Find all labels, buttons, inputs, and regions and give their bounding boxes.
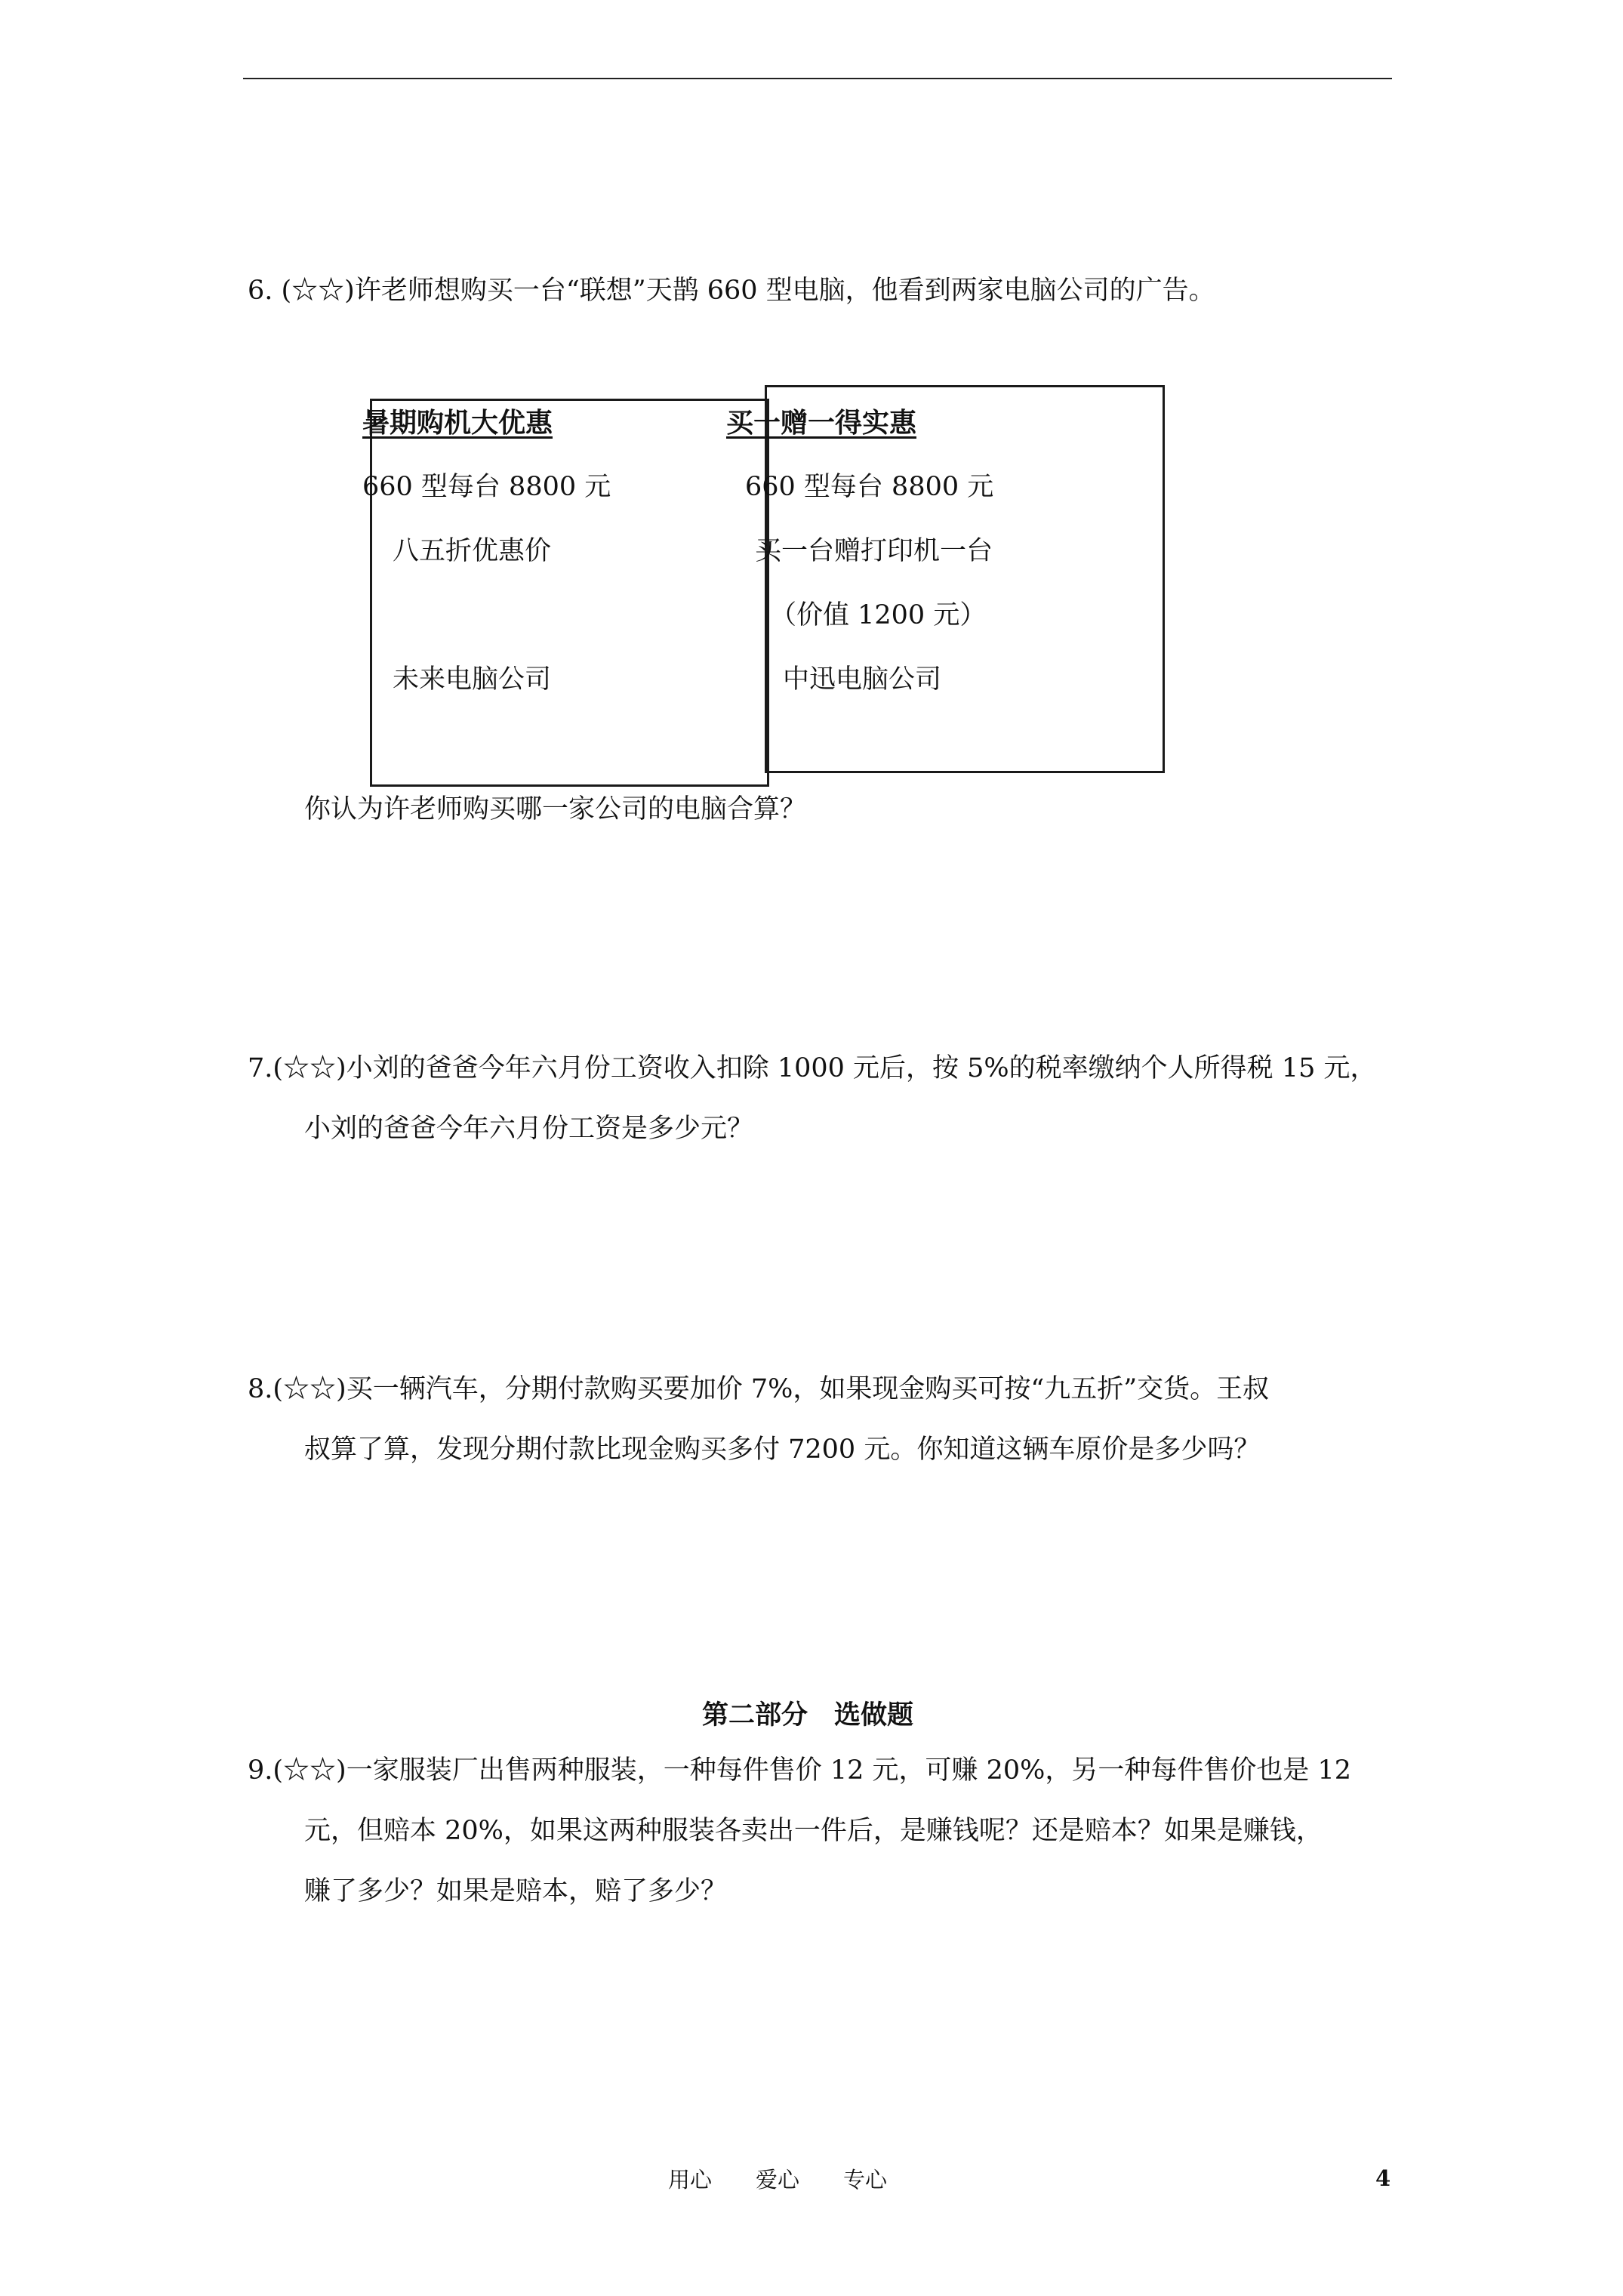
question-9-line-2: 元，但赔本 20%，如果这两种服装各卖出一件后，是赚钱呢？还是赔本？如果是赚钱， [304, 1816, 1323, 1846]
question-8-line-2: 叔算了算，发现分期付款比现金购买多付 7200 元。你知道这辆车原价是多少吗？ [304, 1435, 1261, 1465]
ad-box-left [370, 399, 769, 787]
question-9-line-1: 9.(☆☆)一家服装厂出售两种服装，一种每件售价 12 元，可赚 20%，另一种每件售价也是 12 [248, 1755, 1352, 1786]
ad-right-value: （价值 1200 元） [770, 600, 987, 630]
page-number: 4 [1375, 2165, 1391, 2191]
question-7-line-1: 7.(☆☆)小刘的爸爸今年六月份工资收入扣除 1000 元后，按 5%的税率缴纳个人所得税 15 元， [248, 1053, 1377, 1083]
question-9-line-3: 赚了多少？如果是赔本，赔了多少？ [304, 1876, 728, 1906]
footer-text: 用心 爱心 专心 [668, 2167, 888, 2193]
ad-right-title: 买一赠一得实惠 [726, 407, 917, 439]
ad-right-company: 中迅电脑公司 [783, 664, 942, 695]
ad-left-offer: 八五折优惠价 [393, 536, 552, 566]
question-6-text: 6. (☆☆)许老师想购买一台“联想”天鹊 660 型电脑，他看到两家电脑公司的广告。 [248, 276, 1215, 306]
ad-left-company: 未来电脑公司 [393, 664, 552, 695]
question-8-line-1: 8.(☆☆)买一辆汽车，分期付款购买要加价 7%，如果现金购买可按“九五折”交货。王叔 [248, 1374, 1270, 1404]
section-title: 第二部分 选做题 [702, 1700, 914, 1730]
ad-left-title: 暑期购机大优惠 [362, 407, 553, 439]
ad-left-price: 660 型每台 8800 元 [362, 472, 611, 502]
ad-box-right [765, 385, 1165, 773]
header-rule [243, 78, 1392, 79]
question-7-line-2: 小刘的爸爸今年六月份工资是多少元？ [304, 1114, 754, 1144]
ad-right-offer: 买一台赠打印机一台 [755, 536, 993, 566]
question-6-follow-up: 你认为许老师购买哪一家公司的电脑合算？ [304, 794, 807, 824]
ad-right-price: 660 型每台 8800 元 [745, 472, 994, 502]
